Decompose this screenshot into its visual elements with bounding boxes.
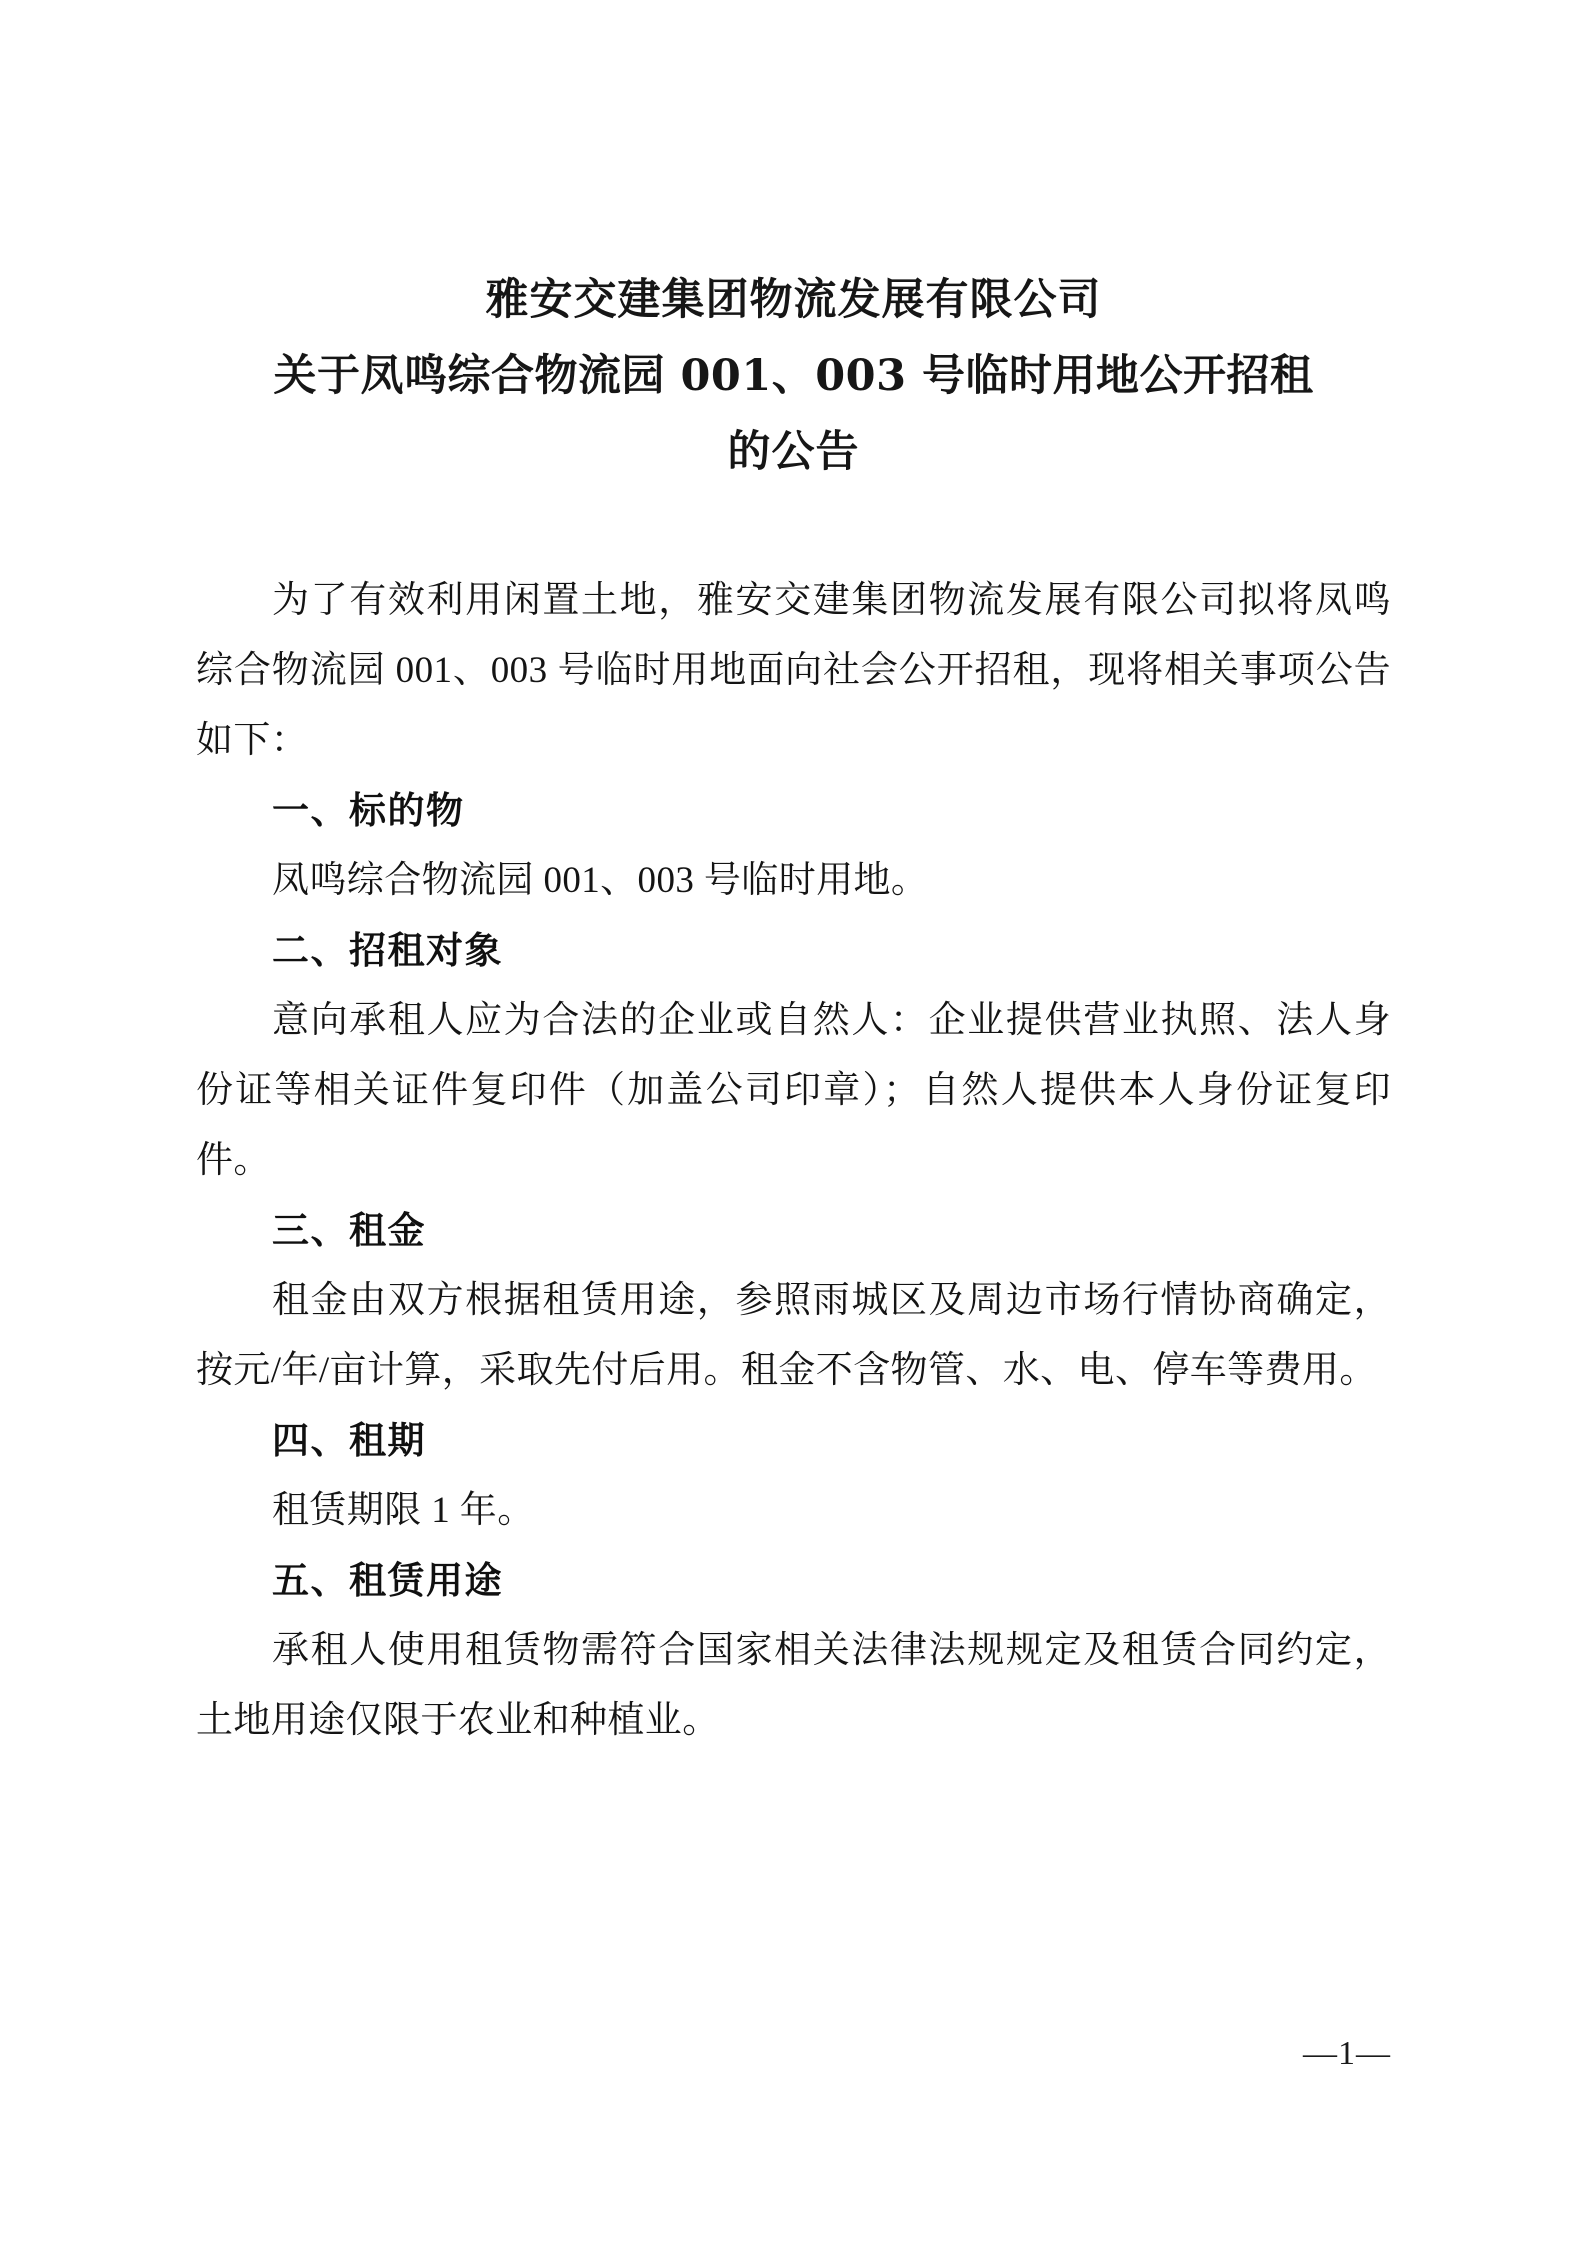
section-body-4: 租赁期限 1 年。: [272, 1490, 535, 1531]
intro-paragraph: 为了有效利用闲置土地，雅安交建集团物流发展有限公司拟将凤鸣综合物流园 001、003 号临时用地面向社会公开招租，现将相关事项公告如下：: [196, 580, 1391, 761]
document-title: [196, 262, 1391, 490]
section-heading-3: 三、租金: [272, 1209, 426, 1252]
section-body-2: 意向承租人应为合法的企业或自然人：企业提供营业执照、法人身份证等相关证件复印件（加盖公司印章）；自然人提供本人身份证复印件。: [196, 1000, 1391, 1181]
section-heading-4: 四、租期: [272, 1419, 426, 1462]
section-heading-2: 二、招租对象: [272, 929, 503, 972]
section-body-1: 凤鸣综合物流园 001、003 号临时用地。: [272, 860, 929, 901]
title-line-2: 关于凤鸣综合物流园 001、003 号临时用地公开招租: [273, 351, 1314, 401]
title-line-3: 的公告: [727, 427, 860, 477]
document-body: [196, 0, 1391, 1756]
page-number: —1—: [1303, 2035, 1391, 2072]
title-line-1: 雅安交建集团物流发展有限公司: [485, 275, 1102, 325]
section-heading-1: 一、标的物: [272, 789, 465, 832]
section-body-5: 承租人使用租赁物需符合国家相关法律法规规定及租赁合同约定，土地用途仅限于农业和种植业。: [196, 1630, 1391, 1741]
section-body-3: 租金由双方根据租赁用途，参照雨城区及周边市场行情协商确定，按元/年/亩计算，采取先付后用。租金不含物管、水、电、停车等费用。: [196, 1280, 1391, 1391]
section-heading-5: 五、租赁用途: [272, 1559, 503, 1602]
